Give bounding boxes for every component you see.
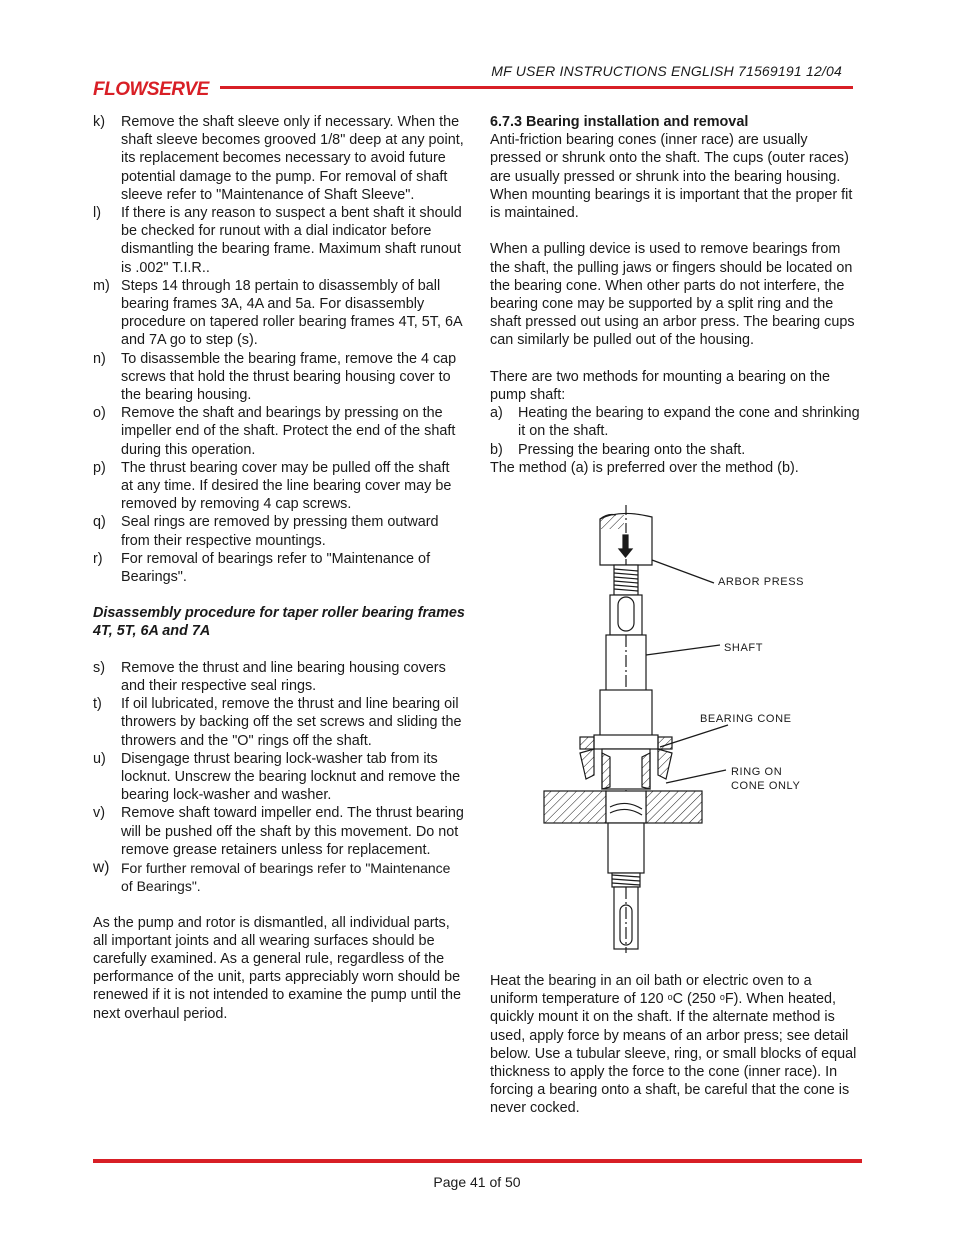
degree-symbol: o bbox=[719, 992, 725, 1003]
list-item bbox=[93, 404, 465, 459]
leader-arbor-press bbox=[652, 560, 714, 583]
list-item bbox=[93, 695, 465, 750]
right-column bbox=[490, 113, 862, 477]
section-title: 6.7.3 Bearing installation and removal bbox=[490, 114, 749, 130]
item-text: If oil lubricated, remove the thrust and line bearing oil throwers by backing off the set screws and sliding the throwers and the "O" rings off the shaft. bbox=[121, 696, 462, 749]
list-item bbox=[93, 804, 465, 859]
document-header-title: MF USER INSTRUCTIONS ENGLISH 71569191 12/04 bbox=[491, 63, 842, 79]
heating-paragraph bbox=[490, 972, 862, 1118]
item-text: Remove the thrust and line bearing housing covers and their respective seal rings. bbox=[121, 659, 446, 694]
item-text: Seal rings are removed by pressing them outward from their respective mountings. bbox=[121, 514, 439, 549]
text-run: F). When heated, quickly mount it on the shaft. If the alternate method is used, apply force by means of an arbor press; see detail below. Use a tubular sleeve, ring, or small blocks of equal thickness to apply the force to the cone (inner race). In forcing a bearing onto a shaft, be careful that the cone is never cocked. bbox=[490, 991, 857, 1117]
bearing-cone bbox=[580, 735, 672, 789]
list-item bbox=[490, 404, 862, 440]
list-item bbox=[93, 659, 465, 695]
item-marker: o) bbox=[93, 405, 106, 422]
list-item bbox=[93, 204, 465, 277]
bearing-press-diagram bbox=[540, 505, 830, 955]
instruction-list-2 bbox=[93, 659, 465, 896]
item-marker: p) bbox=[93, 459, 106, 476]
item-marker: r) bbox=[93, 550, 103, 567]
logo-text: FLOWSERVE bbox=[93, 79, 209, 100]
flowserve-logo bbox=[93, 77, 213, 105]
label-cone-only: CONE ONLY bbox=[731, 780, 801, 792]
item-text: Remove the shaft sleeve only if necessary. When the shaft sleeve becomes grooved 1/8" deep at any point, its replacement becomes necessary to avoid future potential damage to the pump. For removal of shaft sleeve refer to "Maintenance of Shaft Sleeve". bbox=[121, 114, 464, 203]
item-text: Pressing the bearing onto the shaft. bbox=[518, 441, 746, 458]
item-marker: u) bbox=[93, 750, 106, 767]
list-item bbox=[93, 859, 465, 895]
item-marker: v) bbox=[93, 805, 105, 822]
list-item bbox=[93, 459, 465, 514]
left-column bbox=[93, 113, 465, 1023]
degree-symbol: o bbox=[667, 992, 673, 1003]
list-item bbox=[93, 550, 465, 586]
item-marker: t) bbox=[93, 696, 102, 713]
item-marker: n) bbox=[93, 350, 106, 367]
shaft-lower bbox=[608, 823, 644, 953]
item-text: Remove shaft toward impeller end. The thrust bearing will be pushed off the shaft by this movement. Do not remove grease retainers unless for replacement. bbox=[121, 805, 464, 858]
item-text: Disengage thrust bearing lock-washer tab from its locknut. Unscrew the bearing locknut and remove the bearing lock-washer and washer. bbox=[121, 750, 461, 804]
shaft-threaded-end bbox=[614, 565, 638, 595]
item-text: For further removal of bearings refer to "Maintenance of Bearings". bbox=[121, 859, 451, 895]
item-marker: b) bbox=[490, 441, 503, 458]
item-text: If there is any reason to suspect a bent shaft it should be checked for runout with a dial indicator before dismantling the bearing frame. Maximum shaft runout is .002" T.I.R.. bbox=[121, 205, 462, 276]
list-item bbox=[93, 750, 465, 805]
label-arbor-press: ARBOR PRESS bbox=[718, 576, 805, 588]
footer-rule bbox=[93, 1159, 862, 1163]
list-item bbox=[93, 277, 465, 350]
paragraph: The method (a) is preferred over the method (b). bbox=[490, 459, 799, 476]
list-item bbox=[93, 113, 465, 204]
item-marker: w) bbox=[93, 858, 110, 876]
list-item bbox=[490, 441, 862, 459]
leader-shaft bbox=[646, 645, 720, 655]
item-text: For removal of bearings refer to "Maintenance of Bearings". bbox=[121, 550, 431, 586]
list-item bbox=[93, 513, 465, 549]
paragraph: There are two methods for mounting a bearing on the pump shaft: bbox=[490, 368, 830, 404]
item-marker: m) bbox=[93, 277, 110, 294]
item-text: Heating the bearing to expand the cone and shrinking it on the shaft. bbox=[518, 405, 860, 440]
item-marker: s) bbox=[93, 659, 105, 676]
leader-ring bbox=[666, 770, 726, 783]
list-item bbox=[93, 350, 465, 405]
item-text: The thrust bearing cover may be pulled off the shaft at any time. If desired the line bearing cover may be removed by removing 4 cap screws. bbox=[121, 459, 452, 513]
text-run: Heat the bearing in an oil bath or electric oven to a uniform temperature of 120 bbox=[490, 973, 812, 1008]
item-marker: a) bbox=[490, 405, 503, 422]
item-marker: k) bbox=[93, 114, 105, 130]
instruction-list-1 bbox=[93, 113, 465, 586]
press-support-block bbox=[544, 791, 702, 823]
item-marker: l) bbox=[93, 205, 101, 222]
section-subheading: Disassembly procedure for taper roller bearing frames 4T, 5T, 6A and 7A bbox=[93, 605, 465, 640]
item-text: Remove the shaft and bearings by pressing on the impeller end of the shaft. Protect the end of the shaft during this operation. bbox=[121, 405, 456, 458]
paragraph: When a pulling device is used to remove bearings from the shaft, the pulling jaws or fingers should be located on the bearing cone. When other parts do not interfere, the bearing cone may be supported by a split ring and the shaft pressed out using an arbor press. The bearing cups can similarly be pulled out of the housing. bbox=[490, 241, 855, 349]
leader-bearing-cone bbox=[660, 725, 728, 747]
label-shaft: SHAFT bbox=[724, 642, 764, 654]
item-marker: q) bbox=[93, 514, 106, 531]
text-run: C (250 bbox=[672, 991, 720, 1008]
label-ring-on: RING ON bbox=[731, 766, 783, 778]
paragraph: Anti-friction bearing cones (inner race) are usually pressed or shrunk onto the shaft. The cups (outer races) are usually pressed or shrunk into the bearing housing. When mounting bearings it is important that the proper fit is maintained. bbox=[490, 132, 853, 222]
item-text: To disassemble the bearing frame, remove the 4 cap screws that hold the thrust bearing housing cover to the bearing housing. bbox=[121, 350, 457, 404]
page-number: Page 41 of 50 bbox=[433, 1174, 521, 1190]
item-text: Steps 14 through 18 pertain to disassembly of ball bearing frames 3A, 4A and 5a. For disassembly procedure on tapered roller bearing frames 4T, 5T, 6A and 7A go to step (s). bbox=[121, 277, 462, 349]
label-bearing-cone: BEARING CONE bbox=[700, 713, 792, 725]
header-rule bbox=[220, 86, 853, 89]
closing-paragraph: As the pump and rotor is dismantled, all individual parts, all important joints and all wearing surfaces should be carefully examined. As a general rule, regardless of the performance of the unit, parts appreciably worn should be renewed if it is not intended to examine the pump until the next overhaul period. bbox=[93, 914, 461, 1022]
